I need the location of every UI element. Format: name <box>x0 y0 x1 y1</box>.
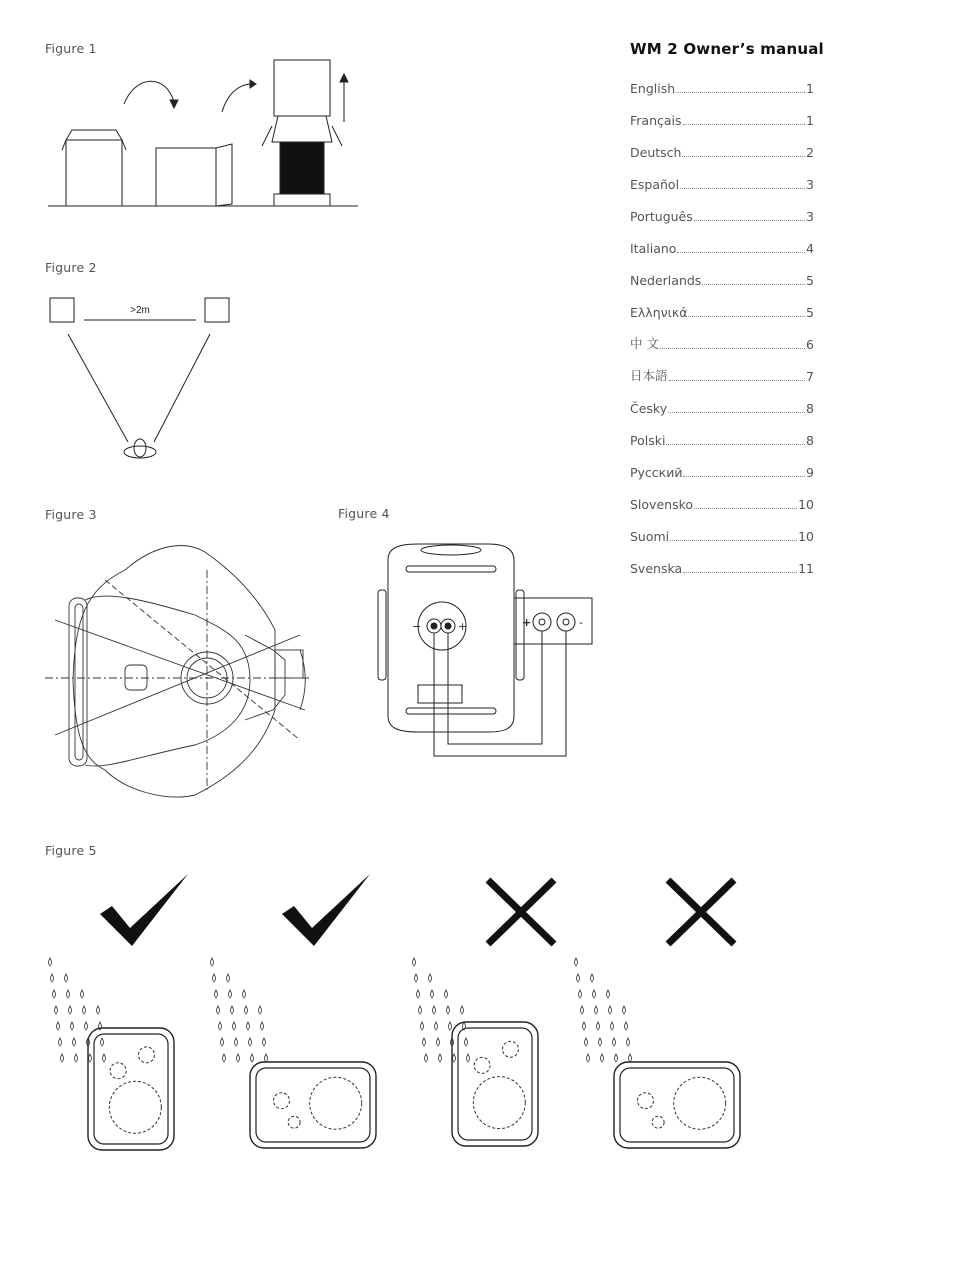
speaker-outline <box>614 1062 740 1148</box>
water-drop-icon <box>419 1006 422 1014</box>
water-drop-icon <box>429 974 432 982</box>
water-drop-icon <box>223 1054 226 1062</box>
water-drop-icon <box>101 1038 104 1046</box>
water-drop-icon <box>229 990 232 998</box>
toc-language: Français <box>630 113 682 128</box>
figure-1-label: Figure 1 <box>45 41 97 56</box>
water-drop-icon <box>75 1054 78 1062</box>
water-drop-icon <box>259 1006 262 1014</box>
toc-language: 中 文 <box>630 336 659 351</box>
water-drop-icon <box>449 1022 452 1030</box>
water-drop-icon <box>413 958 416 966</box>
toc-page-number: 1 <box>806 113 814 128</box>
speaker-plus-label: + <box>458 620 468 633</box>
toc-leader-dots <box>694 220 805 221</box>
water-drop-icon <box>83 1006 86 1014</box>
water-drop-icon <box>583 1022 586 1030</box>
water-drop-icon <box>237 1054 240 1062</box>
water-drop-icon <box>437 1038 440 1046</box>
toc-page-number: 10 <box>798 497 814 512</box>
figure-2-listening-position <box>40 290 250 470</box>
water-drop-icon <box>55 1006 58 1014</box>
toc-entry[interactable] <box>630 128 814 160</box>
figure-4-wiring-diagram <box>378 540 593 760</box>
toc-leader-dots <box>683 476 805 477</box>
toc-language: Polski <box>630 433 666 448</box>
distance-label: >2m <box>130 305 150 316</box>
water-drop-icon <box>61 1054 64 1062</box>
water-drop-icon <box>263 1038 266 1046</box>
water-drop-icon <box>439 1054 442 1062</box>
toc-language: Italiano <box>630 241 677 256</box>
toc-language: Ελληνικά <box>630 305 688 320</box>
water-drop-icon <box>627 1038 630 1046</box>
water-drop-icon <box>97 1006 100 1014</box>
toc-language: 日本語 <box>630 368 668 383</box>
table-of-contents <box>630 64 814 576</box>
toc-page-number: 3 <box>806 177 814 192</box>
orientation-example <box>211 874 377 1148</box>
water-drop-icon <box>67 990 70 998</box>
water-drop-icon <box>215 990 218 998</box>
toc-page-number: 5 <box>806 305 814 320</box>
toc-language: Suomi <box>630 529 670 544</box>
speaker-outline <box>250 1062 376 1148</box>
water-drop-icon <box>421 1022 424 1030</box>
toc-page-number: 7 <box>806 369 814 384</box>
toc-entry[interactable] <box>630 288 814 320</box>
water-drop-icon <box>587 1054 590 1062</box>
toc-leader-dots <box>670 540 797 541</box>
toc-language: Česky <box>630 401 668 416</box>
water-drop-icon <box>597 1022 600 1030</box>
water-drop-icon <box>243 990 246 998</box>
water-drop-icon <box>81 990 84 998</box>
water-drop-icon <box>51 974 54 982</box>
water-drop-icon <box>467 1054 470 1062</box>
water-drop-icon <box>423 1038 426 1046</box>
toc-language: Svenska <box>630 561 683 576</box>
water-drop-icon <box>613 1038 616 1046</box>
water-drop-icon <box>599 1038 602 1046</box>
toc-language: Nederlands <box>630 273 702 288</box>
figure-5-orientation-guide <box>40 870 760 1170</box>
checkmark-icon <box>282 874 370 946</box>
water-drop-icon <box>265 1054 268 1062</box>
water-drop-icon <box>425 1054 428 1062</box>
amp-plus-label: + <box>522 616 532 629</box>
water-drop-icon <box>629 1054 632 1062</box>
toc-entry[interactable] <box>630 192 814 224</box>
water-drop-icon <box>213 974 216 982</box>
water-drop-icon <box>433 1006 436 1014</box>
water-drop-icon <box>575 958 578 966</box>
toc-entry[interactable] <box>630 544 814 576</box>
water-drop-icon <box>461 1006 464 1014</box>
amp-minus-label: - <box>579 616 583 629</box>
toc-leader-dots <box>683 572 797 573</box>
water-drop-icon <box>85 1022 88 1030</box>
toc-entry[interactable] <box>630 64 814 96</box>
toc-language: Slovensko <box>630 497 694 512</box>
toc-entry[interactable] <box>630 512 814 544</box>
toc-page-number: 9 <box>806 465 814 480</box>
water-drop-icon <box>217 1006 220 1014</box>
water-drop-icon <box>249 1038 252 1046</box>
water-drop-icon <box>445 990 448 998</box>
toc-entry[interactable] <box>630 96 814 128</box>
left-speaker-icon <box>50 298 74 322</box>
water-drop-icon <box>221 1038 224 1046</box>
figure-1-unpacking-illustration <box>40 52 370 217</box>
water-drop-icon <box>453 1054 456 1062</box>
water-drop-icon <box>447 1006 450 1014</box>
water-drop-icon <box>601 1054 604 1062</box>
water-drop-icon <box>465 1038 468 1046</box>
figure-4-label: Figure 4 <box>338 506 390 521</box>
water-drop-icon <box>49 958 52 966</box>
figure-5-label: Figure 5 <box>45 843 97 858</box>
orientation-example <box>575 880 741 1148</box>
water-drop-icon <box>435 1022 438 1030</box>
water-drop-icon <box>593 990 596 998</box>
water-drop-icon <box>431 990 434 998</box>
toc-leader-dots <box>660 348 805 349</box>
water-drop-icon <box>625 1022 628 1030</box>
toc-page-number: 3 <box>806 209 814 224</box>
toc-entry[interactable] <box>630 256 814 288</box>
toc-leader-dots <box>702 284 805 285</box>
toc-entry[interactable] <box>630 416 814 448</box>
water-drop-icon <box>623 1006 626 1014</box>
water-drop-icon <box>89 1054 92 1062</box>
toc-entry[interactable] <box>630 352 814 384</box>
water-drop-icon <box>417 990 420 998</box>
water-drop-icon <box>415 974 418 982</box>
orientation-example <box>413 880 555 1146</box>
toc-leader-dots <box>668 412 805 413</box>
water-drop-icon <box>245 1006 248 1014</box>
water-drop-icon <box>609 1006 612 1014</box>
toc-page-number: 10 <box>798 529 814 544</box>
toc-entry[interactable] <box>630 480 814 512</box>
toc-page-number: 8 <box>806 433 814 448</box>
water-drop-icon <box>57 1022 60 1030</box>
toc-entry[interactable] <box>630 224 814 256</box>
toc-page-number: 2 <box>806 145 814 160</box>
checkmark-icon <box>100 874 188 946</box>
toc-page-number: 6 <box>806 337 814 352</box>
water-drop-icon <box>615 1054 618 1062</box>
water-drop-icon <box>595 1006 598 1014</box>
listener-icon <box>124 446 156 458</box>
water-drop-icon <box>73 1038 76 1046</box>
water-drop-icon <box>65 974 68 982</box>
toc-page-number: 5 <box>806 273 814 288</box>
toc-language: Español <box>630 177 680 192</box>
water-drop-icon <box>53 990 56 998</box>
water-drop-icon <box>227 974 230 982</box>
toc-leader-dots <box>669 380 806 381</box>
toc-leader-dots <box>688 316 805 317</box>
manual-title: WM 2 Owner’s manual <box>630 40 824 58</box>
water-drop-icon <box>585 1038 588 1046</box>
right-speaker-icon <box>205 298 229 322</box>
figure-3-label: Figure 3 <box>45 507 97 522</box>
water-drop-icon <box>607 990 610 998</box>
toc-leader-dots <box>666 444 805 445</box>
toc-leader-dots <box>694 508 797 509</box>
toc-entry[interactable] <box>630 448 814 480</box>
water-drop-icon <box>233 1022 236 1030</box>
toc-language: Português <box>630 209 693 224</box>
water-drop-icon <box>219 1022 222 1030</box>
toc-page-number: 4 <box>806 241 814 256</box>
water-drop-icon <box>69 1006 72 1014</box>
water-drop-icon <box>103 1054 106 1062</box>
toc-language: Deutsch <box>630 145 682 160</box>
water-drop-icon <box>579 990 582 998</box>
water-drop-icon <box>59 1038 62 1046</box>
figure-3-mounting-angles <box>45 540 315 805</box>
water-drop-icon <box>231 1006 234 1014</box>
toc-leader-dots <box>680 188 805 189</box>
toc-language: Русский <box>630 465 683 480</box>
toc-entry[interactable] <box>630 320 814 352</box>
water-drop-icon <box>235 1038 238 1046</box>
speaker-outline <box>88 1028 174 1150</box>
toc-leader-dots <box>682 156 805 157</box>
water-drop-icon <box>611 1022 614 1030</box>
toc-page-number: 8 <box>806 401 814 416</box>
toc-page-number: 1 <box>806 81 814 96</box>
toc-page-number: 11 <box>798 561 814 576</box>
toc-leader-dots <box>676 92 805 93</box>
water-drop-icon <box>211 958 214 966</box>
water-drop-icon <box>251 1054 254 1062</box>
speaker-minus-label: − <box>412 620 422 633</box>
toc-leader-dots <box>683 124 806 125</box>
water-drop-icon <box>577 974 580 982</box>
toc-entry[interactable] <box>630 384 814 416</box>
toc-leader-dots <box>677 252 805 253</box>
water-drop-icon <box>591 974 594 982</box>
water-drop-icon <box>247 1022 250 1030</box>
toc-language: English <box>630 81 676 96</box>
figure-2-label: Figure 2 <box>45 260 97 275</box>
toc-entry[interactable] <box>630 160 814 192</box>
water-drop-icon <box>71 1022 74 1030</box>
water-drop-icon <box>261 1022 264 1030</box>
orientation-example <box>49 874 189 1150</box>
water-drop-icon <box>581 1006 584 1014</box>
